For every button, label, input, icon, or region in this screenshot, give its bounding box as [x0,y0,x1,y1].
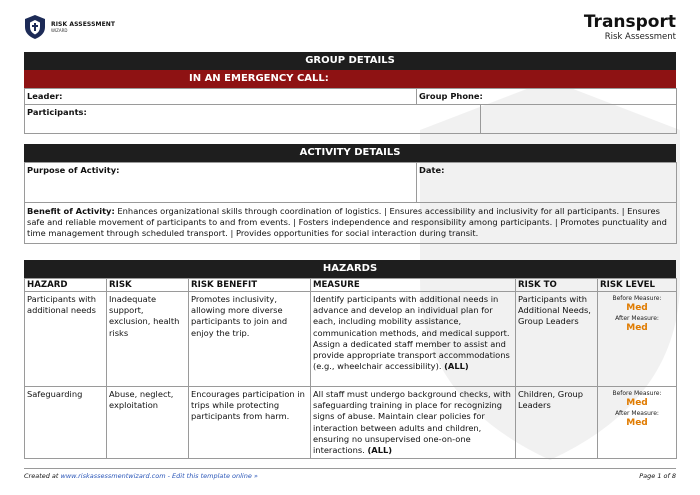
group-details-heading: GROUP DETAILS [24,52,676,70]
risk-to-cell: Children, Group Leaders [516,387,598,459]
risk-cell: Abuse, neglect, exploitation [107,387,189,459]
group-details-section [24,52,676,134]
hazards-section [24,260,676,459]
benefit-text: Enhances organizational skills through coordination of logistics. | Ensures accessibility and inclusivity for all participants. | Ensures safe and reliable movement of participants to and from events. | Fosters independence and responsibility among participants. | Promotes punctuality and time management through scheduled transport. | Provides opportunities for social interaction during transit. [27,206,667,239]
table-row [25,292,677,387]
col-risk-level: RISK LEVEL [598,279,677,292]
participants-extra-cell [481,105,677,134]
measure-tag: (ALL) [444,361,469,372]
document-title: Transport [583,12,676,32]
page-footer [24,468,676,482]
risk-to-cell: Participants with Additional Needs, Group Leaders [516,292,598,387]
footer-website-link[interactable]: www.riskassessmentwizard.com - Edit this template online » [60,472,258,480]
before-measure-value: Med [626,398,648,408]
page-header [24,12,676,52]
brand-name: RISK ASSESSMENT [51,20,116,28]
table-row [25,387,677,459]
purpose-label: Purpose of Activity: [25,163,417,203]
document-subtitle: Risk Assessment [604,32,676,42]
benefit-cell: Promotes inclusivity, allowing more diverse participants to join and enjoy the trip. [189,292,311,387]
col-measure: MEASURE [311,279,516,292]
benefit-cell: Encourages participation in trips while protecting participants from harm. [189,387,311,459]
col-risk: RISK [107,279,189,292]
after-measure-value: Med [626,418,648,428]
hazard-cell: Participants with additional needs [25,292,107,387]
measure-cell [311,292,516,387]
measure-text: Identify participants with additional needs in advance and develop an individual plan for each, including mobility assistance, communication methods, and medical support. Assign a dedicated staff member to assist and provide appropriate transport accommodations (e.g., wheelchair accessibility). [313,294,510,372]
benefit-label: Benefit of Activity: [27,206,115,216]
leader-label: Leader: [25,89,417,105]
date-label: Date: [417,163,677,203]
participants-label: Participants: [25,105,481,134]
hazards-heading: HAZARDS [24,260,676,278]
activity-details-section [24,144,676,244]
hazard-cell: Safeguarding [25,387,107,459]
brand-sub: WIZARD [51,27,68,33]
hazards-table [24,278,677,459]
measure-text: All staff must undergo background checks, with safeguarding training in place for recognizing signs of abuse. Maintain clear policies for interaction between adults and children, ensuring no unsupervised one-on-one interactions. [313,389,511,456]
measure-tag: (ALL) [367,445,393,456]
brand-logo [24,14,115,40]
before-measure-value: Med [626,303,648,313]
col-hazard: HAZARD [25,279,107,292]
before-measure-label: Before Measure: [612,390,662,397]
benefit-cell [25,203,677,244]
after-measure-label: After Measure: [615,410,659,417]
before-measure-label: Before Measure: [612,295,662,302]
col-risk-benefit: RISK BENEFIT [189,279,311,292]
risk-level-cell [598,292,677,387]
measure-cell [311,387,516,459]
after-measure-value: Med [626,323,648,333]
footer-created-text: Created at [24,472,61,480]
after-measure-label: After Measure: [615,315,659,322]
emergency-call-bar: IN AN EMERGENCY CALL: [24,70,676,88]
shield-logo-icon [24,14,46,40]
activity-details-heading: ACTIVITY DETAILS [24,144,676,162]
col-risk-to: RISK TO [516,279,598,292]
risk-cell: Inadequate support, exclusion, health risks [107,292,189,387]
page-number: Page 1 of 8 [639,472,676,480]
group-phone-label: Group Phone: [417,89,677,105]
risk-level-cell [598,387,677,459]
